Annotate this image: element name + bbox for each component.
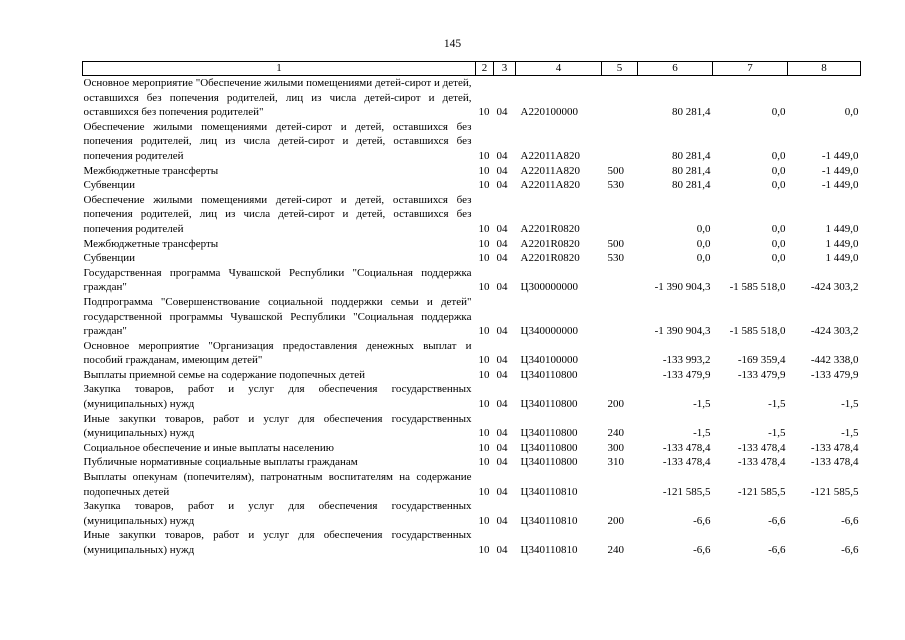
row-expense-type: 500 — [607, 237, 624, 250]
row-target-code: Ц340110800 — [520, 398, 578, 411]
row-value-col7: -1 585 518,0 — [729, 325, 786, 338]
row-subsection: 04 — [496, 354, 508, 367]
row-section: 10 — [478, 485, 490, 498]
row-value-col8: -133 478,4 — [810, 441, 859, 454]
row-value-col8: -424 303,2 — [810, 281, 859, 294]
table-row — [83, 295, 861, 339]
row-subsection: 04 — [496, 149, 508, 162]
row-target-code: Ц340000000 — [520, 325, 578, 338]
row-description: Межбюджетные трансферты — [83, 164, 219, 177]
row-value-col8: -442 338,0 — [810, 354, 859, 367]
row-value-col6: 80 281,4 — [672, 164, 711, 177]
row-target-code: Ц340110800 — [520, 456, 578, 469]
row-value-col8: -424 303,2 — [810, 325, 859, 338]
row-subsection: 04 — [496, 106, 508, 119]
row-target-code: А2201R0820 — [520, 252, 580, 265]
row-description: Обеспечение жилыми помещениями детей-сирот и детей, оставшихся без попечения родителей, лиц из числа детей-сирот и детей, оставшихся без попечения родителей — [83, 193, 472, 235]
column-header-6: 6 — [638, 62, 713, 76]
row-expense-type: 240 — [607, 427, 624, 440]
row-value-col8: -1,5 — [841, 398, 859, 411]
row-subsection: 04 — [496, 398, 508, 411]
table-header — [83, 62, 861, 76]
row-description: Подпрограмма "Совершенствование социальной поддержки семьи и детей" государственной программы Чувашской Республики "Социальная поддержка граждан" — [83, 295, 472, 338]
row-section: 10 — [478, 398, 490, 411]
row-expense-type: 530 — [607, 252, 624, 265]
row-description: Основное мероприятие "Организация предоставления денежных выплат и пособий гражданам, имеющим детей" — [83, 339, 472, 367]
row-value-col6: -121 585,5 — [662, 485, 711, 498]
row-section: 10 — [478, 222, 490, 235]
row-value-col7: -6,6 — [768, 544, 786, 556]
row-value-col6: 80 281,4 — [672, 179, 711, 192]
row-value-col6: -6,6 — [693, 514, 711, 527]
row-value-col6: 0,0 — [696, 252, 711, 265]
row-value-col6: -1 390 904,3 — [654, 325, 711, 338]
header-row — [83, 62, 861, 76]
row-expense-type: 500 — [607, 164, 624, 177]
row-target-code: Ц340100000 — [520, 354, 578, 367]
row-target-code: Ц340110800 — [520, 427, 578, 440]
row-value-col8: -1 449,0 — [821, 179, 859, 192]
row-expense-type — [602, 120, 638, 164]
row-value-col8: 1 449,0 — [825, 252, 859, 265]
row-description: Социальное обеспечение и иные выплаты населению — [83, 441, 335, 454]
row-target-code: Ц340110810 — [520, 544, 578, 556]
row-value-col6: -133 478,4 — [662, 441, 711, 454]
row-description: Иные закупки товаров, работ и услуг для обеспечения государственных (муниципальных) нужд — [83, 412, 472, 440]
row-value-col7: -133 478,4 — [737, 441, 786, 454]
row-target-code: А22011А820 — [520, 179, 580, 192]
row-subsection: 04 — [496, 441, 508, 454]
row-expense-type: 200 — [607, 514, 624, 527]
row-section: 10 — [478, 368, 490, 381]
row-subsection: 04 — [496, 368, 508, 381]
row-target-code: А22011А820 — [520, 149, 580, 162]
column-header-4: 4 — [516, 62, 602, 76]
column-header-3: 3 — [494, 62, 516, 76]
row-section: 10 — [478, 456, 490, 469]
row-expense-type: 200 — [607, 398, 624, 411]
table-row — [83, 251, 861, 266]
row-description: Субвенции — [83, 252, 136, 265]
table-row — [83, 382, 861, 411]
row-value-col8: -133 479,9 — [810, 368, 859, 381]
row-target-code: Ц340110800 — [520, 441, 578, 454]
row-description: Обеспечение жилыми помещениями детей-сирот и детей, оставшихся без попечения родителей, лиц из числа детей-сирот и детей, оставшихся без попечения родителей — [83, 120, 472, 162]
table-row — [83, 339, 861, 368]
row-subsection: 04 — [496, 427, 508, 440]
row-subsection: 04 — [496, 485, 508, 498]
table-row — [83, 178, 861, 193]
row-value-col7: 0,0 — [771, 164, 786, 177]
row-subsection: 04 — [496, 164, 508, 177]
row-expense-type — [602, 266, 638, 295]
row-section: 10 — [478, 252, 490, 265]
table-row — [83, 528, 861, 557]
table-row — [83, 76, 861, 120]
row-value-col6: -133 478,4 — [662, 456, 711, 469]
row-section: 10 — [478, 441, 490, 454]
row-value-col6: -133 479,9 — [662, 368, 711, 381]
row-value-col7: -1,5 — [768, 427, 786, 440]
row-value-col6: 0,0 — [696, 237, 711, 250]
row-description: Выплаты приемной семье на содержание подопечных детей — [83, 368, 366, 381]
row-value-col8: -6,6 — [841, 514, 859, 527]
row-target-code: А2201R0820 — [520, 237, 580, 250]
row-section: 10 — [478, 325, 490, 338]
row-value-col8: -1 449,0 — [821, 149, 859, 162]
row-value-col6: -6,6 — [693, 544, 711, 556]
row-subsection: 04 — [496, 514, 508, 527]
row-subsection: 04 — [496, 237, 508, 250]
row-subsection: 04 — [496, 222, 508, 235]
row-subsection: 04 — [496, 179, 508, 192]
row-expense-type — [602, 76, 638, 120]
row-target-code: Ц300000000 — [520, 281, 578, 294]
row-value-col8: 1 449,0 — [825, 237, 859, 250]
row-value-col6: 80 281,4 — [672, 149, 711, 162]
row-value-col8: -133 478,4 — [810, 456, 859, 469]
row-section: 10 — [478, 164, 490, 177]
row-description: Межбюджетные трансферты — [83, 237, 219, 250]
table-row — [83, 120, 861, 164]
row-value-col8: -1,5 — [841, 427, 859, 440]
row-value-col6: 0,0 — [696, 222, 711, 235]
row-target-code: А2201R0820 — [520, 222, 580, 235]
row-section: 10 — [478, 281, 490, 294]
row-description: Государственная программа Чувашской Республики "Социальная поддержка граждан" — [83, 266, 472, 294]
row-value-col7: -1,5 — [768, 398, 786, 411]
table-row — [83, 499, 861, 528]
row-expense-type — [602, 193, 638, 237]
table-row — [83, 368, 861, 383]
row-section: 10 — [478, 149, 490, 162]
row-value-col7: 0,0 — [771, 237, 786, 250]
row-subsection: 04 — [496, 456, 508, 469]
row-description: Основное мероприятие "Обеспечение жилыми помещениями детей-сирот и детей, оставшихся без попечения родителей, лиц из числа детей-сирот и детей, оставшихся без попечения родителей" — [83, 77, 472, 119]
row-section: 10 — [478, 179, 490, 192]
row-expense-type — [602, 368, 638, 383]
table-row — [83, 164, 861, 179]
table-row — [83, 441, 861, 456]
row-target-code: Ц340110810 — [520, 485, 578, 498]
row-target-code: А22011А820 — [520, 164, 580, 177]
column-header-7: 7 — [713, 62, 788, 76]
row-section: 10 — [478, 237, 490, 250]
row-value-col8: 1 449,0 — [825, 222, 859, 235]
column-header-1: 1 — [83, 62, 476, 76]
row-value-col7: 0,0 — [771, 179, 786, 192]
row-target-code: Ц340110810 — [520, 514, 578, 527]
row-description: Закупка товаров, работ и услуг для обеспечения государственных (муниципальных) нужд — [83, 500, 472, 527]
column-header-8: 8 — [788, 62, 861, 76]
row-expense-type: 240 — [607, 544, 624, 556]
row-value-col7: -133 478,4 — [737, 456, 786, 469]
row-target-code: А220100000 — [520, 106, 578, 119]
row-target-code: Ц340110800 — [520, 368, 578, 381]
table-body — [83, 76, 861, 558]
row-expense-type: 300 — [607, 441, 624, 454]
row-expense-type: 530 — [607, 179, 624, 192]
row-subsection: 04 — [496, 252, 508, 265]
row-value-col6: -1,5 — [693, 398, 711, 411]
row-value-col8: -1 449,0 — [821, 164, 859, 177]
row-subsection: 04 — [496, 281, 508, 294]
page-number: 145 — [443, 38, 462, 50]
row-section: 10 — [478, 354, 490, 367]
row-value-col7: 0,0 — [771, 252, 786, 265]
row-description: Выплаты опекунам (попечителям), патронатным воспитателям на содержание подопечных детей — [83, 471, 472, 498]
row-description: Субвенции — [83, 179, 136, 192]
row-value-col6: -1,5 — [693, 427, 711, 440]
row-value-col7: 0,0 — [771, 149, 786, 162]
row-subsection: 04 — [496, 544, 508, 556]
column-header-2: 2 — [476, 62, 494, 76]
row-value-col8: -6,6 — [841, 544, 859, 556]
row-description: Иные закупки товаров, работ и услуг для обеспечения государственных (муниципальных) нужд — [83, 529, 472, 556]
row-value-col8: -121 585,5 — [810, 485, 859, 498]
row-section: 10 — [478, 106, 490, 119]
row-expense-type — [602, 339, 638, 368]
table-row — [83, 455, 861, 470]
row-value-col6: -1 390 904,3 — [654, 281, 711, 294]
row-value-col7: 0,0 — [771, 106, 786, 119]
row-value-col7: -133 479,9 — [737, 368, 786, 381]
row-value-col7: -121 585,5 — [737, 485, 786, 498]
table-row — [83, 412, 861, 441]
row-value-col7: -1 585 518,0 — [729, 281, 786, 294]
table-row — [83, 237, 861, 252]
column-header-5: 5 — [602, 62, 638, 76]
row-value-col8: 0,0 — [844, 106, 859, 119]
row-value-col7: -6,6 — [768, 514, 786, 527]
table-row — [83, 266, 861, 295]
row-section: 10 — [478, 427, 490, 440]
row-description: Закупка товаров, работ и услуг для обеспечения государственных (муниципальных) нужд — [83, 383, 472, 411]
row-subsection: 04 — [496, 325, 508, 338]
row-value-col7: -169 359,4 — [737, 354, 786, 367]
row-value-col6: 80 281,4 — [672, 106, 711, 119]
row-expense-type — [602, 295, 638, 339]
row-section: 10 — [478, 514, 490, 527]
budget-table — [82, 61, 861, 558]
row-value-col7: 0,0 — [771, 222, 786, 235]
row-value-col6: -133 993,2 — [662, 354, 711, 367]
row-expense-type: 310 — [607, 456, 624, 469]
row-section: 10 — [478, 544, 490, 556]
row-expense-type — [602, 470, 638, 499]
table-row — [83, 193, 861, 237]
row-description: Публичные нормативные социальные выплаты гражданам — [83, 456, 358, 469]
table-row — [83, 470, 861, 499]
